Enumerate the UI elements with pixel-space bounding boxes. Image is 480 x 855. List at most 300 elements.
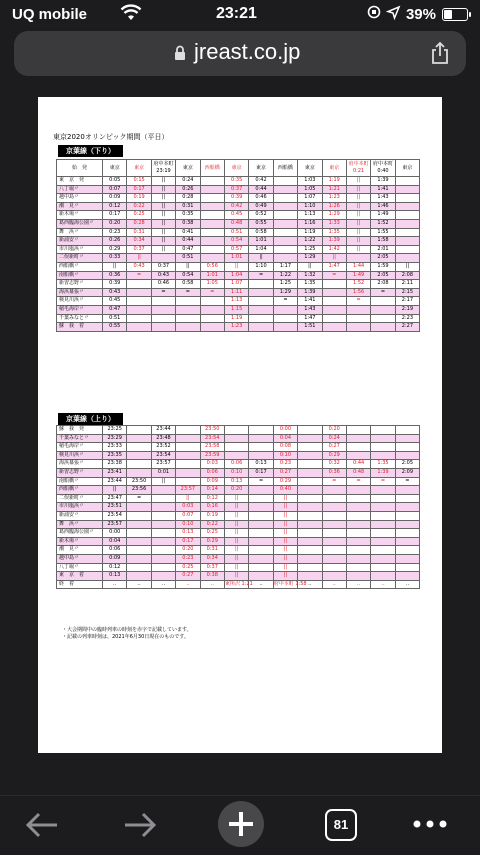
time-cell: 0:56	[200, 262, 224, 271]
station-name: 海浜幕張〃	[57, 288, 103, 297]
time-cell	[395, 177, 419, 186]
table-row	[57, 572, 420, 581]
time-cell	[371, 520, 395, 529]
time-cell: 0:12	[103, 563, 127, 572]
time-cell: 1:04	[224, 271, 248, 280]
time-cell	[176, 323, 200, 332]
time-cell	[151, 323, 175, 332]
time-cell: ||	[346, 245, 370, 254]
time-cell: 1:21	[322, 185, 346, 194]
time-cell	[322, 297, 346, 306]
table-row	[57, 211, 420, 220]
time-cell: 0:15	[127, 177, 151, 186]
time-cell	[249, 546, 273, 555]
time-cell: 1:33	[322, 219, 346, 228]
time-cell: 1:41	[371, 185, 395, 194]
table-row	[57, 237, 420, 246]
time-cell: 23:38	[103, 460, 127, 469]
time-cell: 23:51	[103, 503, 127, 512]
time-cell	[395, 563, 419, 572]
time-cell: 0:25	[127, 211, 151, 220]
time-cell	[127, 511, 151, 520]
time-cell	[298, 486, 322, 495]
time-cell: 23:57	[176, 486, 200, 495]
time-cell: ||	[346, 237, 370, 246]
station-name: 葛西臨海公園〃	[57, 219, 103, 228]
station-name: 葛西臨海公園〃	[57, 529, 103, 538]
time-cell: 1:35	[298, 280, 322, 289]
time-cell	[224, 451, 248, 460]
time-cell: 0:06	[224, 460, 248, 469]
time-cell: 0:37	[224, 185, 248, 194]
time-cell: 2:15	[395, 288, 419, 297]
time-cell: ||	[224, 546, 248, 555]
time-cell: 0:51	[224, 228, 248, 237]
station-name: 蘇 我 発	[57, 426, 103, 435]
time-cell	[127, 503, 151, 512]
time-cell	[127, 554, 151, 563]
time-cell	[346, 314, 370, 323]
time-cell	[151, 563, 175, 572]
time-cell	[346, 546, 370, 555]
time-cell	[346, 494, 370, 503]
time-cell: 23:56	[127, 486, 151, 495]
time-cell	[322, 314, 346, 323]
time-cell	[249, 314, 273, 323]
time-cell: ||	[273, 554, 297, 563]
time-cell: 1:23	[322, 194, 346, 203]
time-cell	[176, 451, 200, 460]
time-cell: ||	[127, 254, 151, 263]
time-cell: 0:37	[127, 245, 151, 254]
time-cell: 2:08	[371, 280, 395, 289]
url-text[interactable]: jreast.co.jp	[194, 39, 301, 64]
time-cell: =	[322, 477, 346, 486]
battery-icon	[442, 8, 468, 21]
time-cell: 23:41	[103, 468, 127, 477]
time-cell	[127, 434, 151, 443]
time-cell: 0:29	[200, 537, 224, 546]
forward-arrow-icon[interactable]	[122, 810, 158, 844]
time-cell	[176, 314, 200, 323]
table-row	[57, 245, 420, 254]
time-cell: ||	[224, 511, 248, 520]
time-cell	[249, 563, 273, 572]
time-cell: 1:41	[298, 297, 322, 306]
station-name: 新習志野〃	[57, 468, 103, 477]
table-row	[57, 262, 420, 271]
time-cell: 0:10	[224, 468, 248, 477]
time-cell: ||	[224, 563, 248, 572]
time-cell: 1:32	[298, 271, 322, 280]
station-name: 検見川浜〃	[57, 451, 103, 460]
time-cell	[298, 572, 322, 581]
time-cell	[200, 323, 224, 332]
pdf-page[interactable]	[38, 97, 442, 753]
address-bar[interactable]	[14, 31, 466, 76]
time-cell: 1:47	[322, 262, 346, 271]
table-row	[57, 520, 420, 529]
time-cell: 0:19	[200, 511, 224, 520]
down-line-label: 京葉線（下り）	[58, 145, 123, 157]
time-cell: 1:59	[371, 262, 395, 271]
time-cell	[346, 563, 370, 572]
note-line: ・大会期間中の臨時列車の時刻を赤字で記載しています。	[62, 627, 192, 633]
header-cell: 府中本町 0:21	[346, 160, 370, 177]
time-cell	[298, 468, 322, 477]
table-row	[57, 280, 420, 289]
time-cell: 2:08	[395, 271, 419, 280]
time-cell: ‥	[249, 580, 273, 589]
time-cell: 23:59	[200, 451, 224, 460]
time-cell: =	[346, 297, 370, 306]
time-cell	[273, 237, 297, 246]
time-cell: ||	[273, 494, 297, 503]
time-cell: 1:22	[298, 237, 322, 246]
time-cell: 0:51	[176, 254, 200, 263]
table-row	[57, 529, 420, 538]
time-cell: 0:24	[176, 177, 200, 186]
time-cell	[298, 494, 322, 503]
time-cell: 1:35	[322, 228, 346, 237]
station-name: 新習志野〃	[57, 280, 103, 289]
time-cell	[371, 297, 395, 306]
time-cell: 0:00	[103, 529, 127, 538]
time-cell: 0:05	[103, 177, 127, 186]
time-cell: 23:54	[200, 434, 224, 443]
time-cell: 2:17	[395, 297, 419, 306]
time-cell	[224, 434, 248, 443]
time-cell: ‥	[103, 580, 127, 589]
time-cell: 0:57	[224, 245, 248, 254]
time-cell: ||	[322, 254, 346, 263]
time-cell: 23:47	[103, 494, 127, 503]
time-cell	[298, 434, 322, 443]
time-cell: 1:04	[249, 245, 273, 254]
time-cell: ||	[224, 572, 248, 581]
time-cell	[298, 537, 322, 546]
time-cell: ||	[249, 254, 273, 263]
time-cell	[273, 202, 297, 211]
time-cell	[127, 468, 151, 477]
time-cell	[395, 426, 419, 435]
time-cell: 0:36	[322, 468, 346, 477]
time-cell: ‥	[200, 580, 224, 589]
table-row	[57, 271, 420, 280]
time-cell	[346, 572, 370, 581]
time-cell: 0:33	[103, 254, 127, 263]
time-cell: ||	[224, 262, 248, 271]
table-row	[57, 451, 420, 460]
time-cell: =	[151, 288, 175, 297]
time-cell: 0:34	[200, 554, 224, 563]
table-row	[57, 434, 420, 443]
time-cell: 0:28	[127, 219, 151, 228]
time-cell	[346, 554, 370, 563]
time-cell: 0:20	[176, 546, 200, 555]
time-cell: 2:09	[395, 468, 419, 477]
time-cell	[371, 503, 395, 512]
time-cell: 0:16	[200, 503, 224, 512]
time-cell	[298, 426, 322, 435]
time-cell: 0:29	[322, 451, 346, 460]
time-cell	[151, 494, 175, 503]
time-cell: 23:44	[103, 477, 127, 486]
time-cell	[273, 219, 297, 228]
header-cell: 西船橋	[273, 160, 297, 177]
time-cell: 0:38	[200, 572, 224, 581]
time-cell: ||	[346, 194, 370, 203]
time-cell: 0:42	[224, 202, 248, 211]
table-row	[57, 443, 420, 452]
time-cell: 1:05	[200, 280, 224, 289]
time-cell: 23:50	[200, 426, 224, 435]
time-cell	[298, 511, 322, 520]
time-cell: 0:09	[200, 477, 224, 486]
time-cell: 東所沢 1:21	[224, 580, 248, 589]
time-cell	[200, 228, 224, 237]
time-cell	[322, 288, 346, 297]
time-cell	[127, 451, 151, 460]
time-cell: 1:07	[224, 280, 248, 289]
browser-toolbar	[0, 795, 480, 855]
station-name: 新浦安〃	[57, 511, 103, 520]
time-cell: 1:39	[371, 468, 395, 477]
station-name: 市川塩浜〃	[57, 503, 103, 512]
time-cell: 0:54	[176, 271, 200, 280]
station-name: 新木場〃	[57, 537, 103, 546]
station-name: 南船橋〃	[57, 271, 103, 280]
time-cell: 1:44	[346, 262, 370, 271]
table-row	[57, 194, 420, 203]
time-cell	[127, 280, 151, 289]
time-cell	[395, 503, 419, 512]
time-cell: 1:49	[346, 271, 370, 280]
time-cell: 府中本町 1:58	[273, 580, 297, 589]
time-cell	[346, 443, 370, 452]
time-cell: 0:00	[273, 426, 297, 435]
header-cell: 東京	[395, 160, 419, 177]
time-cell	[127, 426, 151, 435]
time-cell: 0:25	[200, 529, 224, 538]
time-cell: 0:22	[127, 202, 151, 211]
time-cell	[249, 520, 273, 529]
time-cell: 2:05	[395, 460, 419, 469]
table-row	[57, 323, 420, 332]
header-cell: 東京	[176, 160, 200, 177]
time-cell: ||	[346, 202, 370, 211]
time-cell: 0:55	[103, 323, 127, 332]
station-name: 蘇 我 着	[57, 323, 103, 332]
time-cell	[151, 297, 175, 306]
time-cell	[151, 254, 175, 263]
table-row	[57, 477, 420, 486]
time-cell: 23:44	[151, 426, 175, 435]
time-cell	[127, 537, 151, 546]
time-cell: 0:20	[224, 486, 248, 495]
time-cell: 2:23	[395, 314, 419, 323]
time-cell: 23:35	[103, 451, 127, 460]
time-cell	[395, 245, 419, 254]
time-cell: 0:46	[249, 194, 273, 203]
time-cell	[346, 520, 370, 529]
time-cell: 0:03	[176, 503, 200, 512]
time-cell: 0:44	[346, 460, 370, 469]
time-cell	[151, 520, 175, 529]
time-cell	[322, 486, 346, 495]
time-cell: 0:03	[200, 460, 224, 469]
status-bar	[0, 0, 480, 30]
orientation-lock-icon	[367, 5, 381, 23]
time-cell	[273, 211, 297, 220]
time-cell: 1:42	[322, 245, 346, 254]
time-cell: 1:07	[298, 194, 322, 203]
time-cell	[249, 537, 273, 546]
time-cell: 1:56	[346, 288, 370, 297]
battery-percent: 39%	[405, 5, 436, 23]
time-cell: 0:43	[103, 288, 127, 297]
time-cell	[371, 426, 395, 435]
table-row	[57, 228, 420, 237]
header-cell: 東京	[249, 160, 273, 177]
station-name: 東 京 着	[57, 572, 103, 581]
table-row	[57, 503, 420, 512]
time-cell	[249, 305, 273, 314]
station-name: 潮 見〃	[57, 546, 103, 555]
time-cell	[200, 194, 224, 203]
header-cell: 西船橋	[200, 160, 224, 177]
time-cell	[371, 554, 395, 563]
time-cell	[395, 254, 419, 263]
header-cell: 東京	[103, 160, 127, 177]
time-cell	[127, 297, 151, 306]
time-cell	[127, 443, 151, 452]
header-cell: 東京	[127, 160, 151, 177]
time-cell	[127, 529, 151, 538]
time-cell	[176, 426, 200, 435]
time-cell: ||	[151, 202, 175, 211]
time-cell	[298, 460, 322, 469]
time-cell: ||	[273, 572, 297, 581]
time-cell: 0:26	[103, 237, 127, 246]
up-timetable	[56, 425, 420, 589]
time-cell	[249, 434, 273, 443]
station-name: 東 京 発	[57, 177, 103, 186]
tab-switcher-button[interactable]: 81	[325, 809, 357, 841]
time-cell	[395, 202, 419, 211]
time-cell	[151, 537, 175, 546]
time-cell: 2:27	[395, 323, 419, 332]
time-cell: =	[273, 297, 297, 306]
table-row	[57, 254, 420, 263]
time-cell	[151, 529, 175, 538]
time-cell: =	[249, 477, 273, 486]
time-cell	[273, 323, 297, 332]
more-menu-icon[interactable]	[412, 816, 448, 835]
time-cell: 0:34	[127, 237, 151, 246]
time-cell	[249, 554, 273, 563]
time-cell	[371, 494, 395, 503]
share-icon[interactable]	[430, 41, 450, 69]
time-cell: 23:48	[151, 434, 175, 443]
time-cell	[371, 305, 395, 314]
time-cell	[395, 572, 419, 581]
time-cell	[298, 546, 322, 555]
header-cell: 東京	[322, 160, 346, 177]
time-cell	[346, 305, 370, 314]
station-name: 越中島〃	[57, 554, 103, 563]
time-cell: 0:09	[103, 194, 127, 203]
time-cell: ||	[224, 494, 248, 503]
up-line-label: 京葉線（上り）	[58, 413, 123, 425]
time-cell: ||	[346, 228, 370, 237]
time-cell	[395, 185, 419, 194]
time-cell: 0:04	[273, 434, 297, 443]
time-cell	[395, 219, 419, 228]
time-cell	[371, 314, 395, 323]
time-cell: 2:05	[371, 254, 395, 263]
time-cell: 1:01	[200, 271, 224, 280]
time-cell: ||	[151, 237, 175, 246]
new-tab-button[interactable]	[218, 801, 264, 847]
time-cell	[127, 563, 151, 572]
table-row	[57, 511, 420, 520]
time-cell: 1:39	[322, 237, 346, 246]
time-cell: 2:11	[395, 280, 419, 289]
station-name: 舞 浜〃	[57, 520, 103, 529]
time-cell: 1:43	[371, 194, 395, 203]
time-cell: 0:07	[176, 511, 200, 520]
time-cell: 0:13	[176, 529, 200, 538]
time-cell	[395, 546, 419, 555]
table-row	[57, 314, 420, 323]
time-cell: 1:39	[298, 288, 322, 297]
time-cell	[395, 494, 419, 503]
time-cell: 0:25	[176, 563, 200, 572]
time-cell	[346, 254, 370, 263]
time-cell	[322, 503, 346, 512]
time-cell	[200, 219, 224, 228]
station-name: 西船橋〃	[57, 486, 103, 495]
time-cell: 1:16	[298, 219, 322, 228]
time-cell	[200, 185, 224, 194]
time-cell	[346, 434, 370, 443]
table-row	[57, 563, 420, 572]
station-name: 海浜幕張〃	[57, 460, 103, 469]
time-cell	[298, 451, 322, 460]
time-cell: ||	[346, 177, 370, 186]
time-cell: 0:12	[200, 494, 224, 503]
back-arrow-icon[interactable]	[24, 810, 60, 844]
time-cell	[273, 305, 297, 314]
time-cell	[127, 460, 151, 469]
time-cell	[249, 426, 273, 435]
time-cell: 0:27	[322, 443, 346, 452]
time-cell: ||	[151, 194, 175, 203]
time-cell	[200, 314, 224, 323]
time-cell	[346, 537, 370, 546]
time-cell	[395, 451, 419, 460]
time-cell	[322, 305, 346, 314]
time-cell	[176, 443, 200, 452]
time-cell: 23:57	[151, 460, 175, 469]
station-name: 新木場〃	[57, 211, 103, 220]
time-cell	[176, 468, 200, 477]
time-cell: 0:35	[176, 211, 200, 220]
time-cell	[249, 494, 273, 503]
time-cell	[151, 486, 175, 495]
time-cell: ||	[273, 529, 297, 538]
